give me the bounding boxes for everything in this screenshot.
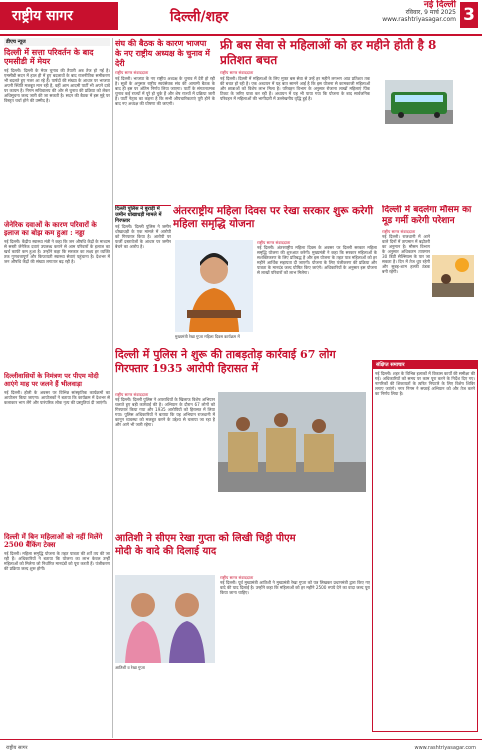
- article-bjp: नई दिल्ली। भाजपा के नए राष्ट्रीय अध्यक्ष के चुनाव में देरी हो रही है। सूत्रों के अनुसार राष्ट्रीय स्वयंसेवक संघ की आगामी बैठक के बाद ही इस पर अंतिम निर्णय लिया जाएगा। पार्टी के संगठनात्मक चुनाव कई राज्यों में पूरे हो चुके हैं और शेष राज्यों में प्रक्रिया जारी है। पार्टी नेतृत्व का कहना है कि सभी औपचारिकताएं पूरी होने के बाद नए अध्यक्ष की घोषणा की जाएगी।: [115, 76, 215, 106]
- article-aap: नई दिल्ली। पूर्व मुख्यमंत्री आतिशी ने मुख्यमंत्री रेखा गुप्ता को पत्र लिखकर प्रधानमंत्री द्वारा किए गए वादे की याद दिलाई है। उन्होंने कहा कि महिलाओं को हर महीने 2500 रुपये देने का वादा जल्द पूरा किया जाना चाहिए।: [220, 580, 370, 595]
- byline: राष्ट्रीय सागर संवाददाता: [115, 392, 149, 397]
- women-scheme-head: [173, 205, 378, 235]
- section-label: राष्ट्रीय सागर: [0, 2, 118, 30]
- city-label: नई दिल्ली: [423, 0, 456, 10]
- byline: राष्ट्रीय सागर संवाददाता: [220, 575, 254, 580]
- footer-right: www.rashtriyasagar.com: [414, 744, 476, 751]
- page-title: दिल्ली/शहर: [170, 9, 229, 25]
- headline-mayor: दिल्ली में सत्ता परिवर्तन के बाद एमसीडी में मेयर: [4, 47, 94, 66]
- headline-bus: फ्री बस सेवा से महिलाओं को हर महीने होती है 8 प्रतिशत बचत: [220, 38, 437, 67]
- date-label: रविवार, 9 मार्च 2025: [405, 9, 456, 16]
- article-pm-visit: नई दिल्ली। होली के अवसर पर विभिन्न सांस्कृतिक कार्यक्रमों का आयोजन किया जाएगा। आयोजकों ने बताया कि कार्यक्रम में देशभर से कलाकार भाग लेंगे और पारंपरिक लोक नृत्य की प्रस्तुतियां दी जाएंगी।: [4, 390, 110, 405]
- byline: राष्ट्रीय सागर संवाददाता: [382, 229, 416, 234]
- police-photo: [218, 392, 366, 492]
- weather-photo: [432, 255, 474, 297]
- byline: राष्ट्रीय सागर संवाददाता: [257, 240, 291, 245]
- headline-women-2500: दिल्ली में बिन महिलाओं को नहीं मिलेंगे 2500 बैंकिंग टेक्स: [4, 532, 103, 549]
- bus-photo: [385, 80, 453, 124]
- news-brief-box: [372, 360, 478, 732]
- kicker: डीएच न्यूज: [4, 38, 110, 46]
- headline-police: दिल्ली में पुलिस ने शुरू की ताबड़तोड़ कार्रवाई 67 लोग गिरफ्तार 1935 आरोपी हिरासत में: [115, 348, 336, 375]
- article-police: नई दिल्ली। दिल्ली पुलिस ने अपराधियों के खिलाफ विशेष अभियान चलाते हुए बड़ी कार्रवाई की है। अभियान के दौरान 67 लोगों को गिरफ्तार किया गया और 1935 आरोपियों को हिरासत में लिया गया। पुलिस अधिकारियों ने बताया कि यह अभियान राजधानी में कानून व्यवस्था को मजबूत करने के उद्देश्य से चलाया जा रहा है और आगे भी जारी रहेगा।: [115, 397, 215, 427]
- article-women-scheme: नई दिल्ली। अंतरराष्ट्रीय महिला दिवस के अवसर पर दिल्ली सरकार महिला समृद्धि योजना की शुरुआत करेगी। मुख्यमंत्री ने कहा कि सरकार महिलाओं के सशक्तिकरण के लिए प्रतिबद्ध है और इस योजना के तहत पात्र महिलाओं को हर महीने आर्थिक सहायता दी जाएगी। योजना के लिए पंजीकरण की प्रक्रिया और पात्रता के मानदंड जल्द घोषित किए जाएंगे। अधिकारियों के अनुसार इस योजना से लाखों परिवारों को लाभ मिलेगा।: [257, 245, 377, 275]
- website-label: www.rashtriyasagar.com: [382, 16, 456, 23]
- headline-pm-visit: दिल्लीवासियों के निमंत्रण पर पीएम मोदी आएंगे माह पर जलने हैं भीलवाड़ा: [4, 372, 99, 388]
- headline-bjp: संघ की बैठक के कारण भाजपा के नए राष्ट्रीय अध्यक्ष के चुनाव में देरी: [115, 38, 210, 68]
- article-generic: नई दिल्ली। केंद्रीय स्वास्थ्य मंत्री ने कहा कि जन औषधि केंद्रों के माध्यम से सस्ती जेनेरिक दवाएं उपलब्ध कराने से आम परिवारों के इलाज का खर्च काफी कम हुआ है। उन्होंने कहा कि सरकार का लक्ष्य हर व्यक्ति तक गुणवत्तापूर्ण और किफायती स्वास्थ्य सेवाएं पहुंचाना है। देशभर में जन औषधि केंद्रों की संख्या लगातार बढ़ रही है।: [4, 239, 110, 264]
- women-scheme-body: [257, 240, 377, 340]
- aap-photo-caption: आतिशी व रेखा गुप्ता: [115, 665, 145, 670]
- box-body: नई दिल्ली। शहर के विभिन्न इलाकों में विकास कार्यों की समीक्षा की गई। अधिकारियों को समय पर काम पूरा करने के निर्देश दिए गए। नागरिकों की शिकायतों के त्वरित निपटारे के लिए विशेष शिविर लगाए जाएंगे। नगर निगम ने सफाई अभियान को और तेज करने का निर्णय लिया है।: [375, 371, 475, 396]
- side-story: [115, 205, 171, 266]
- aap-body: [220, 575, 370, 715]
- footer-left: राष्ट्रीय सागर: [6, 744, 28, 751]
- headline-side: दिल्ली पुलिस ने बुराड़ी में जमीन धोखाधड़ी मामले में गिरफ्तार: [115, 206, 162, 224]
- headline-weather: दिल्ली में बदलेगा मौसम का मूड गर्मी करेगी परेशान: [382, 205, 472, 226]
- police-head: [115, 348, 365, 388]
- page-footer: [0, 739, 482, 755]
- aap-head: [115, 532, 315, 572]
- headline-aap: आतिशी ने सीएम रेखा गुप्ता को लिखी चिट्ठी पीएम मोदी के वादे की दिलाई याद: [115, 533, 296, 557]
- headline-generic: जेनेरिक दवाओं के कारण परिवारों के इलाज का बोझ कम हुआ : नड्डा: [4, 220, 97, 237]
- cm-photo-caption: मुख्यमंत्री रेखा गुप्ता महिला दिवस कार्यक्रम में: [175, 334, 240, 339]
- box-title: संक्षिप्त समाचार: [373, 361, 477, 369]
- article-side: नई दिल्ली। दिल्ली पुलिस ने जमीन धोखाधड़ी के एक मामले में आरोपी को गिरफ्तार किया है। आरोपी पर फर्जी दस्तावेजों के आधार पर जमीन बेचने का आरोप है।: [115, 224, 171, 249]
- article-women-2500: नई दिल्ली। महिला समृद्धि योजना के तहत पात्रता की शर्तें तय की जा रही हैं। अधिकारियों ने बताया कि योजना का लाभ केवल उन्हीं महिलाओं को मिलेगा जो निर्धारित मानदंडों को पूरा करती हैं। पंजीकरण की प्रक्रिया जल्द शुरू होगी।: [4, 551, 110, 571]
- article-weather: नई दिल्ली। राजधानी में आने वाले दिनों में तापमान में बढ़ोतरी का अनुमान है। मौसम विभाग के अनुसार अधिकतम तापमान 30 डिग्री सेल्सियस के पार जा सकता है। दिन में तेज धूप रहेगी और सुबह-शाम हल्की ठंडक बनी रहेगी।: [382, 234, 430, 274]
- article-mayor: नई दिल्ली। दिल्ली के मेयर चुनाव की तैयारी अब तेज हो गई है। एमसीडी सदन में हाल ही में हुए बदलावों के बाद राजनीतिक समीकरण भी बदलते हुए नजर आ रहे हैं। पार्षदों की संख्या के आधार पर भाजपा अपनी स्थिति मजबूत मान रही है, वहीं आम आदमी पार्टी भी अपने दावे पर कायम है। निगम सचिवालय की ओर से चुनाव की प्रक्रिया को लेकर अधिसूचना जल्द जारी की जा सकती है। सदन की बैठक में इस मुद्दे पर विस्तृत चर्चा होने की उम्मीद है।: [4, 68, 110, 103]
- byline: राष्ट्रीय सागर संवाददाता: [115, 70, 149, 75]
- byline: राष्ट्रीय सागर संवाददाता: [220, 70, 254, 75]
- article-bus: नई दिल्ली। दिल्ली में महिलाओं के लिए मुफ्त बस सेवा से उन्हें हर महीने लगभग आठ प्रतिशत तक की बचत हो रही है। एक अध्ययन में यह बात सामने आई है कि इस योजना से कामकाजी महिलाओं और छात्राओं को विशेष लाभ मिला है। परिवहन विभाग के अनुसार रोजाना लाखों महिलाएं पिंक टिकट के जरिए यात्रा कर रही हैं। अध्ययन में यह भी पाया गया कि योजना के बाद सार्वजनिक परिवहन में महिलाओं की भागीदारी में उल्लेखनीय वृद्धि हुई है।: [220, 76, 370, 101]
- headline-women-scheme: अंतरराष्ट्रीय महिला दिवस पर रेखा सरकार शुरू करेगी महिला समृद्धि योजना: [173, 205, 374, 230]
- cm-photo: [175, 240, 253, 332]
- column-left: [4, 38, 110, 738]
- date-block: [382, 2, 456, 23]
- page-number: 3: [460, 2, 478, 28]
- aap-photo: [115, 575, 215, 663]
- police-body: [115, 392, 215, 522]
- page-header: [0, 0, 482, 36]
- column-divider: [112, 38, 113, 738]
